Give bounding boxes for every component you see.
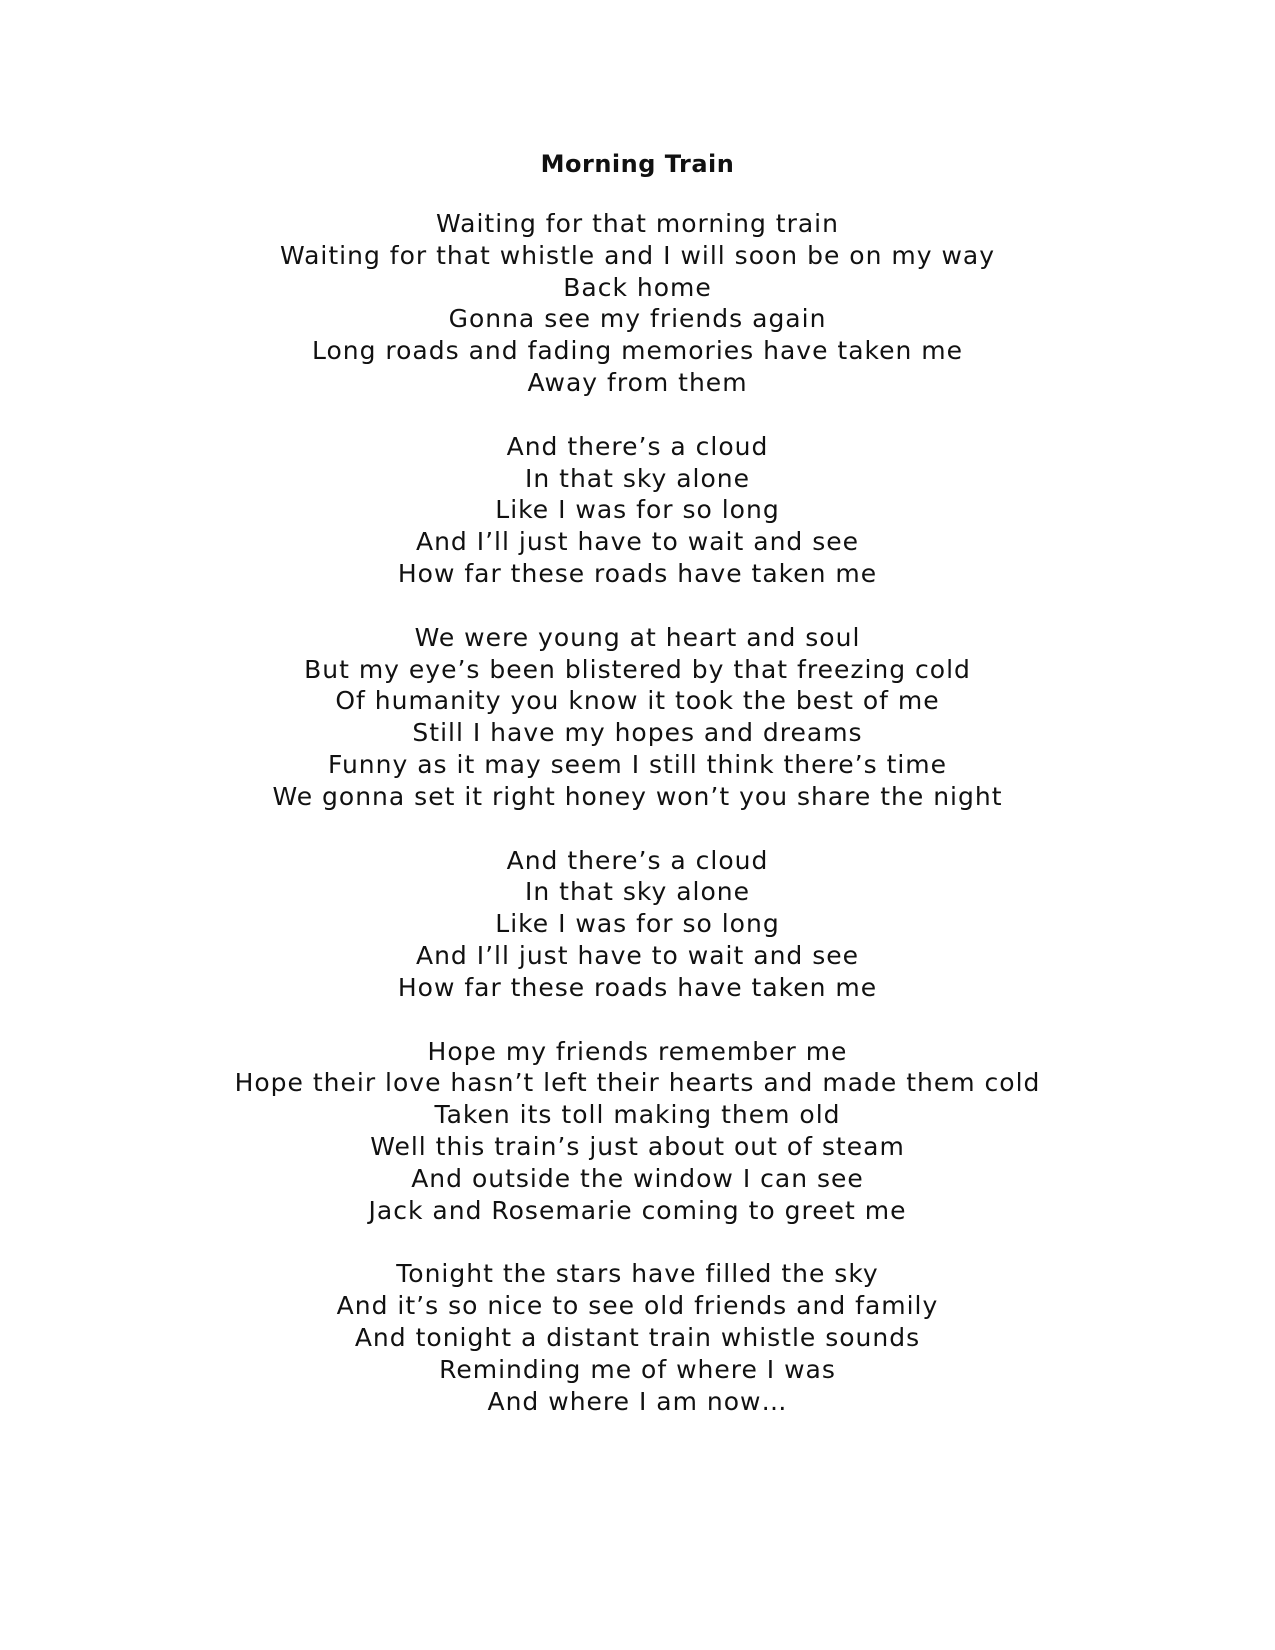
lyric-line: Back home [563, 272, 712, 302]
lyric-line: We were young at heart and soul [414, 622, 861, 652]
lyric-line: Away from them [527, 367, 748, 397]
lyric-line: And there’s a cloud [506, 431, 769, 461]
lyric-line: Taken its toll making them old [434, 1100, 841, 1130]
lyric-line: We gonna set it right honey won’t you share the night [272, 781, 1003, 811]
lyric-line: In that sky alone [524, 463, 751, 493]
lyric-line: And I’ll just have to wait and see [415, 527, 860, 557]
lyric-line: Well this train’s just about out of steam [370, 1131, 905, 1161]
lyric-line: And I’ll just have to wait and see [415, 940, 860, 970]
lyric-line: And there’s a cloud [506, 845, 769, 875]
lyric-line: Hope my friends remember me [427, 1036, 848, 1066]
stanza-4 [0, 845, 1275, 1004]
lyric-line: How far these roads have taken me [397, 972, 878, 1002]
lyric-line: Of humanity you know it took the best of me [335, 686, 940, 716]
stanza-3 [0, 622, 1275, 813]
lyric-line: And it’s so nice to see old friends and family [336, 1291, 939, 1321]
lyric-line: How far these roads have taken me [397, 558, 878, 588]
stanza-2 [0, 431, 1275, 590]
lyric-line: Waiting for that whistle and I will soon be on my way [279, 240, 996, 270]
lyric-line: Jack and Rosemarie coming to greet me [368, 1195, 907, 1225]
stanza-5 [0, 1036, 1275, 1227]
lyric-line: Still I have my hopes and dreams [412, 718, 863, 748]
lyric-line: And outside the window I can see [411, 1163, 864, 1193]
lyric-line: Gonna see my friends again [448, 304, 827, 334]
lyric-line: Like I was for so long [495, 495, 780, 525]
song-title: Morning Train [540, 150, 735, 178]
stanza-1 [0, 208, 1275, 399]
lyric-line: And tonight a distant train whistle sounds [354, 1322, 921, 1352]
lyric-line: Funny as it may seem I still think there’s time [327, 749, 948, 779]
lyric-line: Waiting for that morning train [436, 209, 839, 238]
stanza-6 [0, 1258, 1275, 1417]
lyrics-body [0, 208, 1275, 1449]
lyric-line: And where I am now… [487, 1386, 788, 1416]
lyric-line: But my eye’s been blistered by that freezing cold [304, 654, 971, 684]
lyric-line: Hope their love hasn’t left their hearts and made them cold [234, 1068, 1041, 1098]
lyric-line: In that sky alone [524, 877, 751, 907]
lyric-line: Tonight the stars have filled the sky [396, 1259, 879, 1289]
lyric-line: Reminding me of where I was [439, 1354, 836, 1384]
lyric-line: Like I was for so long [495, 909, 780, 939]
lyric-line: Long roads and fading memories have taken me [311, 336, 964, 366]
